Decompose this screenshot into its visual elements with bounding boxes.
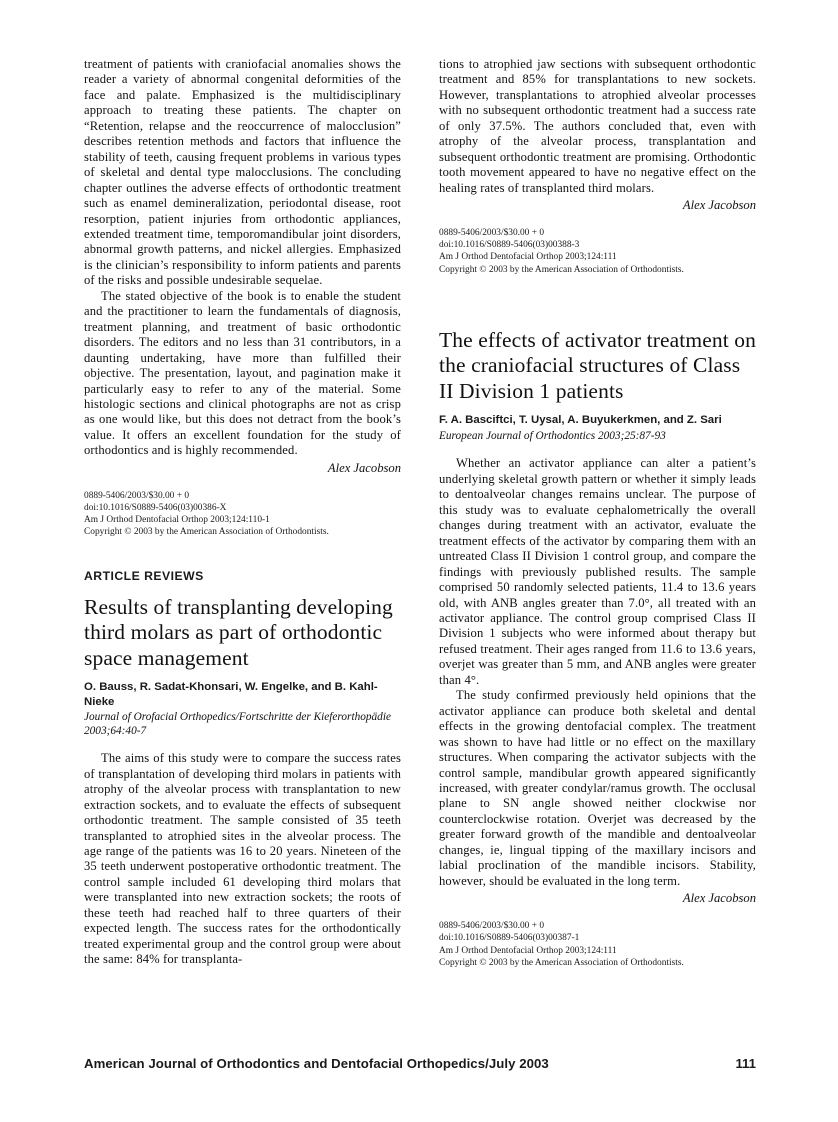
page-footer: [84, 1056, 756, 1071]
footnote-doi-line: doi:10.1016/S0889-5406(03)00386-X: [84, 502, 227, 513]
article-1-reviewer-name: Alex Jacobson: [682, 198, 756, 213]
article-1-abstract-part-2: tions to atrophied jaw sections with subsequent orthodontic treatment and 85% for transplantations to new sockets. However, transplantations to atrophied alveolar processes with no subsequent orthodontic treatment had a success rate of only 37.5%. The authors concluded that, even with atrophy of the alveolar process, transplantation and subsequent orthodontic treatment are promising. Orthodontic tooth movement appeared to have no negative effect on the healing rates of transplanted third molars.: [439, 57, 756, 195]
article-2-title: The effects of activator treatment on the craniofacial structures of Class II Division 1 patients: [439, 327, 756, 403]
footnote-copyright-line: Copyright © 2003 by the American Association of Orthodontists.: [439, 264, 684, 275]
article-1-abstract-part-1: The aims of this study were to compare the success rates of transplantation of developing third molars in patients with atrophy of the alveolar process with transplantation to new extraction sockets, and to evaluate the effects of subsequent orthodontic treatment. The sample consisted of 35 teeth transplanted to atrophied sites in the alveolar process. The age range of the patients was 16 to 20 years. Nineteen of the 35 teeth underwent postoperative orthodontic treatment. The control sample included 61 developing third molars that were transplanted into new extraction sockets; the roots of these teeth had reached half to three quarters of their expected length. The success rates for the orthodontically treated experimental group and the control group were about the same: 84% for transplanta-: [84, 751, 401, 967]
section-heading-article-reviews: ARTICLE REVIEWS: [84, 568, 204, 583]
article-1-title: Results of transplanting developing third molars as part of orthodontic space management: [84, 594, 393, 670]
left-footnote-block: [84, 490, 401, 539]
footnote-doi-line: doi:10.1016/S0889-5406(03)00387-1: [439, 933, 580, 944]
footnote-issn-line: 0889-5406/2003/$30.00 + 0: [84, 490, 190, 501]
article-1-source: Journal of Orofacial Orthopedics/Fortschritte der Kieferorthopädie 2003;64:40-7: [84, 711, 391, 737]
review-reviewer-name: Alex Jacobson: [327, 460, 401, 475]
review-continuation-paragraph-1: treatment of patients with craniofacial anomalies shows the reader a variety of abnormal congenital deformities of the face and palate. Emphasized is the multidisciplinary approach to treating these patients. The chapter on “Retention, relapse and the reoccurrence of malocclusion” describes retention methods and factors that influence the stability of teeth, causing frequent problems in various types of skeletal and dental type malocclusions. The concluding chapter outlines the adverse effects of orthodontic treatment such as enamel demineralization, periodontal disease, root resorption, patient injuries from orthodontic appliances, extended treatment time, temporomandibular joint disorders, abnormal growth patterns, and nickel allergies. Emphasized is the clinician’s responsibility to inform patients and parents of the risks and possible undesirable sequelae.: [84, 57, 401, 288]
footnote-citation-line: Am J Orthod Dentofacial Orthop 2003;124:111: [439, 945, 617, 956]
footnote-copyright-line: Copyright © 2003 by the American Association of Orthodontists.: [84, 527, 329, 538]
footnote-copyright-line: Copyright © 2003 by the American Association of Orthodontists.: [439, 957, 684, 968]
spacer: [439, 443, 756, 456]
article-2-authors: F. A. Basciftci, T. Uysal, A. Buyukerkmen, and Z. Sari: [439, 414, 722, 427]
article-2-reviewer-name: Alex Jacobson: [682, 891, 756, 906]
footnote-citation-line: Am J Orthod Dentofacial Orthop 2003;124:110-1: [84, 515, 270, 526]
spacer: [84, 738, 401, 751]
right-footnote-block-article-1: [439, 227, 756, 276]
footnote-issn-line: 0889-5406/2003/$30.00 + 0: [439, 228, 545, 239]
left-column: [84, 57, 401, 968]
right-footnote-block-article-2: [439, 920, 756, 969]
spacer: [439, 276, 756, 328]
footnote-issn-line: 0889-5406/2003/$30.00 + 0: [439, 921, 545, 932]
footnote-citation-line: Am J Orthod Dentofacial Orthop 2003;124:111: [439, 252, 617, 263]
right-column: [439, 57, 756, 969]
footer-page-number: 111: [735, 1056, 756, 1071]
article-1-authors: O. Bauss, R. Sadat-Khonsari, W. Engelke, and B. Kahl-Nieke: [84, 681, 378, 708]
footnote-doi-line: doi:10.1016/S0889-5406(03)00388-3: [439, 240, 580, 251]
article-2-abstract-paragraph-1: Whether an activator appliance can alter a patient’s underlying skeletal growth pattern or whether it simply leads to dentoalveolar changes remains unclear. The purpose of this study was to evaluate cephalometrically the overall changes during treatment with an activator, evaluate the treatment effects of the activator by comparing them with an untreated Class II Division 1 control group, and compare the findings with previously published results. The sample comprised 50 randomly selected patients, 11.4 to 13.6 years old, with ANB angles greater than 7.0°, all treated with an activator appliance. The control group comprised Class II Division 1 subjects who were informed about therapy but refused treatment. Their ages ranged from 11.6 to 13.6 years, overjet was greater than 5 mm, and ANB angles were greater than 4°.: [439, 456, 756, 687]
article-2-source: European Journal of Orthodontics 2003;25:87-93: [439, 429, 666, 442]
article-2-abstract-paragraph-2: The study confirmed previously held opinions that the activator appliance can produce both skeletal and dental effects in the growing dentofacial complex. The treatment was shown to have had little or no effect on the maxillary structures. When comparing the activator subjects with the control sample, mandibular growth appeared significantly increased, with greater condylar/ramus growth. The occlusal plane to SN angle showed neither clockwise nor counterclockwise rotation. Overjet was decreased by the greater forward growth of the mandible and dentoalveolar changes, ie, lingual tipping of the maxillary incisors and labial proclination of the mandible incisors. Stability, however, should be evaluated in the long term.: [439, 688, 756, 888]
footer-journal-title: American Journal of Orthodontics and Dentofacial Orthopedics/July 2003: [84, 1056, 549, 1071]
two-column-layout: [84, 57, 756, 969]
review-continuation-paragraph-2: The stated objective of the book is to enable the student and the practitioner to learn the fundamentals of diagnosis, treatment planning, and treatment of basic orthodontic disorders. The editors and no less than 31 contributors, in a daunting undertaking, have more than fulfilled their objective. The presentation, layout, and pagination make it particularly easy to refer to any of the material. Some histologic sections and clinical photographs are not as crisp as one would like, but this does not detract from the book’s value. It offers an excellent foundation for the study of orthodontics and is highly recommended.: [84, 288, 401, 458]
page-content: [84, 57, 756, 969]
